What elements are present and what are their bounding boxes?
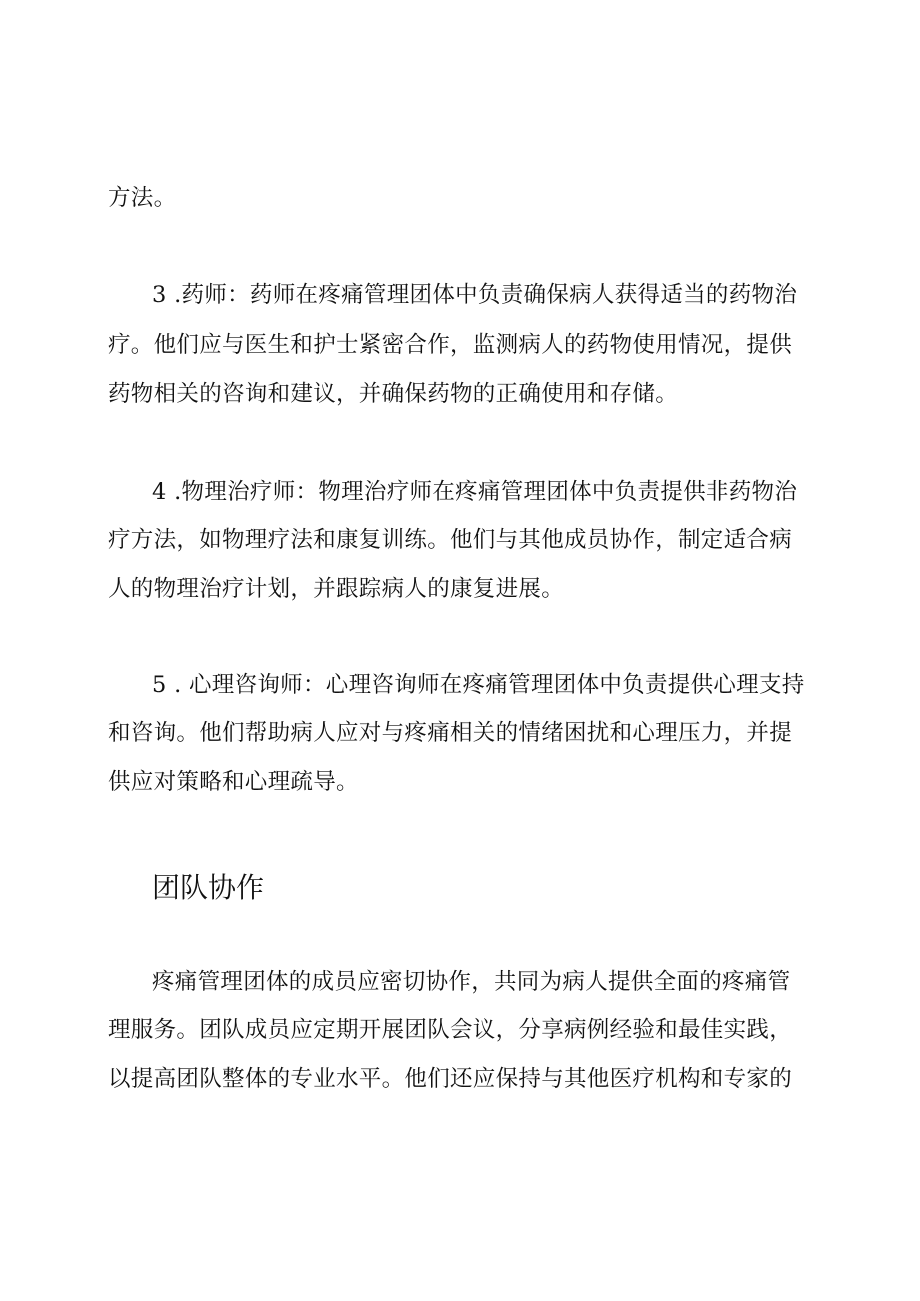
paragraph-line: 疗。他们应与医生和护士紧密合作，监测病人的药物使用情况，提供 bbox=[108, 332, 793, 358]
paragraph-line: 以提高团队整体的专业水平。他们还应保持与其他医疗机构和专家的 bbox=[108, 1066, 793, 1092]
paragraph-line: 供应对策略和心理疏导。 bbox=[108, 769, 359, 795]
paragraph-line: 理服务。团队成员应定期开展团队会议，分享病例经验和最佳实践， bbox=[108, 1017, 793, 1043]
paragraph-line: 疗方法，如物理疗法和康复训练。他们与其他成员协作，制定适合病 bbox=[108, 527, 793, 553]
paragraph-line: 3 .药师：药师在疼痛管理团体中负责确保病人获得适当的药物治 bbox=[152, 282, 798, 308]
paragraph-line: 4 .物理治疗师：物理治疗师在疼痛管理团体中负责提供非药物治 bbox=[152, 479, 798, 505]
section-heading: 团队协作 bbox=[152, 871, 265, 904]
paragraph-line: 和咨询。他们帮助病人应对与疼痛相关的情绪困扰和心理压力，并提 bbox=[108, 720, 793, 746]
paragraph-line: 疼痛管理团体的成员应密切协作，共同为病人提供全面的疼痛管 bbox=[152, 969, 791, 995]
paragraph-line: 5 . 心理咨询师：心理咨询师在疼痛管理团体中负责提供心理支持 bbox=[152, 672, 805, 698]
paragraph-line: 人的物理治疗计划，并跟踪病人的康复进展。 bbox=[108, 576, 565, 602]
continuation-line: 方法。 bbox=[108, 185, 177, 211]
paragraph-line: 药物相关的咨询和建议，并确保药物的正确使用和存储。 bbox=[108, 381, 679, 407]
